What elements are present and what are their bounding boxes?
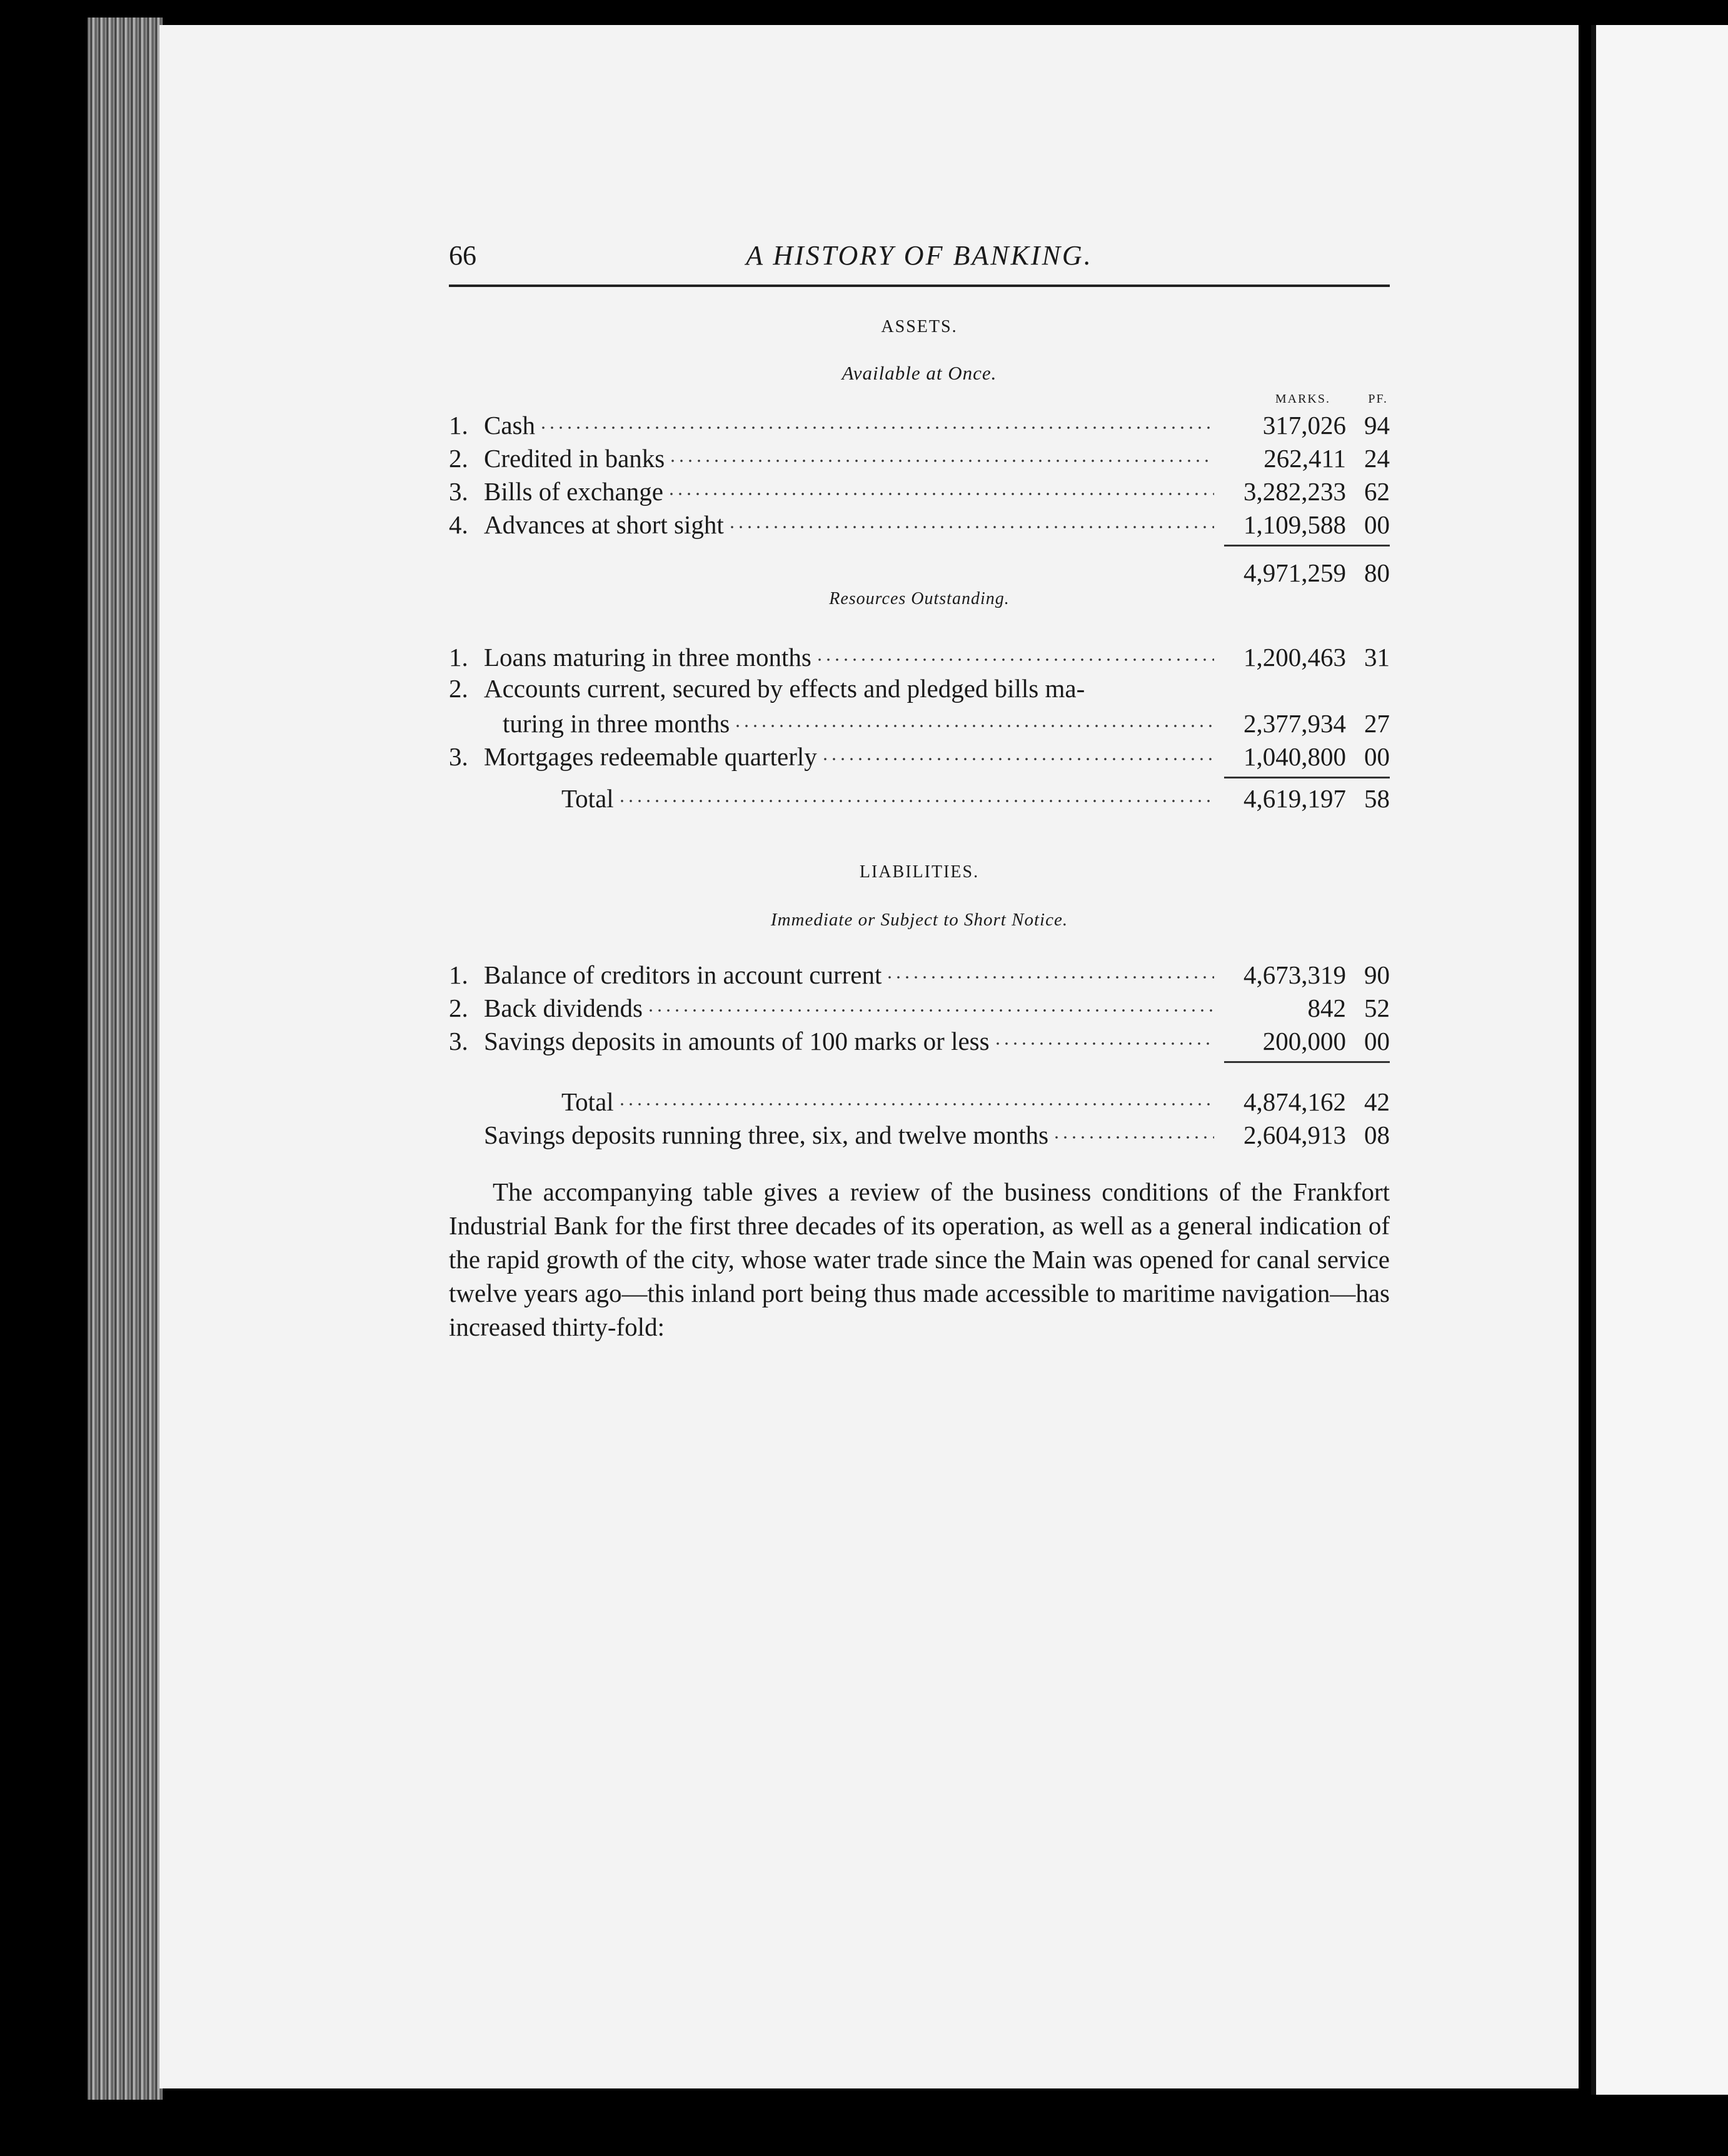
dot-leader	[821, 740, 1214, 765]
pf-column-header: PF.	[1368, 392, 1388, 406]
sum-rule	[449, 1057, 1390, 1066]
body-paragraph: The accompanying table gives a review of the business conditions of the Frankfort Industrial Bank for the first three decades of its operation, as well as a general indication of the rapid growth of the city, whose water trade since the Main was opened for canal service twelve years ago—this inland port being thus made accessible to maritime navigation—has increased thirty-fold:	[449, 1177, 1390, 1341]
liability-row: 3. Savings deposits in amounts of 100 marks or less 200,000 00	[449, 1024, 1390, 1057]
column-headers	[449, 392, 1390, 408]
dot-leader	[618, 782, 1214, 807]
dot-leader	[815, 640, 1214, 666]
dot-leader	[667, 475, 1214, 500]
liabilities-total-row: Total 4,874,162 42	[449, 1085, 1390, 1118]
page-number: 66	[449, 240, 476, 271]
sum-rule	[449, 541, 1390, 550]
dot-leader	[668, 441, 1214, 467]
sum-rule	[449, 773, 1390, 782]
facing-page-edge	[1591, 25, 1728, 2095]
dot-leader	[1052, 1118, 1214, 1144]
dot-leader	[733, 707, 1214, 732]
dot-leader	[728, 508, 1214, 533]
liability-row: 2. Back dividends 842 52	[449, 991, 1390, 1024]
assets-total-pf: 58	[1364, 784, 1390, 813]
asset-row: 4. Advances at short sight 1,109,588 00	[449, 508, 1390, 541]
subtotal-pf: 80	[1364, 558, 1390, 587]
asset-row: 2. Credited in banks 262,411 24	[449, 441, 1390, 475]
asset-row: 3. Bills of exchange 3,282,233 62	[449, 475, 1390, 508]
dot-leader	[993, 1024, 1214, 1050]
subtotal-marks: 4,971,259	[1243, 558, 1346, 587]
assets-heading: ASSETS.	[881, 317, 958, 336]
outstanding-subheading: Resources Outstanding.	[829, 589, 1010, 608]
liabilities-subheading: Immediate or Subject to Short Notice.	[770, 910, 1068, 930]
liability-row: 1. Balance of creditors in account current 4,673,319 90	[449, 958, 1390, 991]
page-title: A HISTORY OF BANKING.	[746, 240, 1093, 271]
running-head	[449, 234, 1390, 287]
marks-column-header: MARKS.	[1275, 392, 1330, 406]
dot-leader	[646, 991, 1214, 1017]
savings-deposits-row: Savings deposits running three, six, and twelve months 2,604,913 08	[449, 1118, 1390, 1151]
dot-leader	[618, 1085, 1214, 1111]
liabilities-total-pf: 42	[1364, 1087, 1390, 1116]
subtotal-row	[449, 556, 1390, 589]
book-spine	[88, 18, 163, 2100]
outstanding-row: 2. Accounts current, secured by effects and pledged bills ma-	[449, 674, 1085, 703]
assets-total-row: Total 4,619,197 58	[449, 782, 1390, 815]
assets-total-marks: 4,619,197	[1243, 784, 1346, 813]
outstanding-row: 3. Mortgages redeemable quarterly 1,040,800 00	[449, 740, 1390, 773]
liabilities-total-marks: 4,874,162	[1243, 1087, 1346, 1116]
available-subheading: Available at Once.	[841, 362, 997, 384]
dot-leader	[885, 958, 1214, 984]
page-content	[449, 234, 1390, 1344]
outstanding-row-continued: turing in three months 2,377,934 27	[449, 707, 1390, 740]
dot-leader	[539, 408, 1214, 434]
outstanding-row: 1. Loans maturing in three months 1,200,463 31	[449, 640, 1390, 673]
liabilities-heading: LIABILITIES.	[859, 862, 980, 882]
asset-row: 1. Cash 317,026 94	[449, 408, 1390, 441]
